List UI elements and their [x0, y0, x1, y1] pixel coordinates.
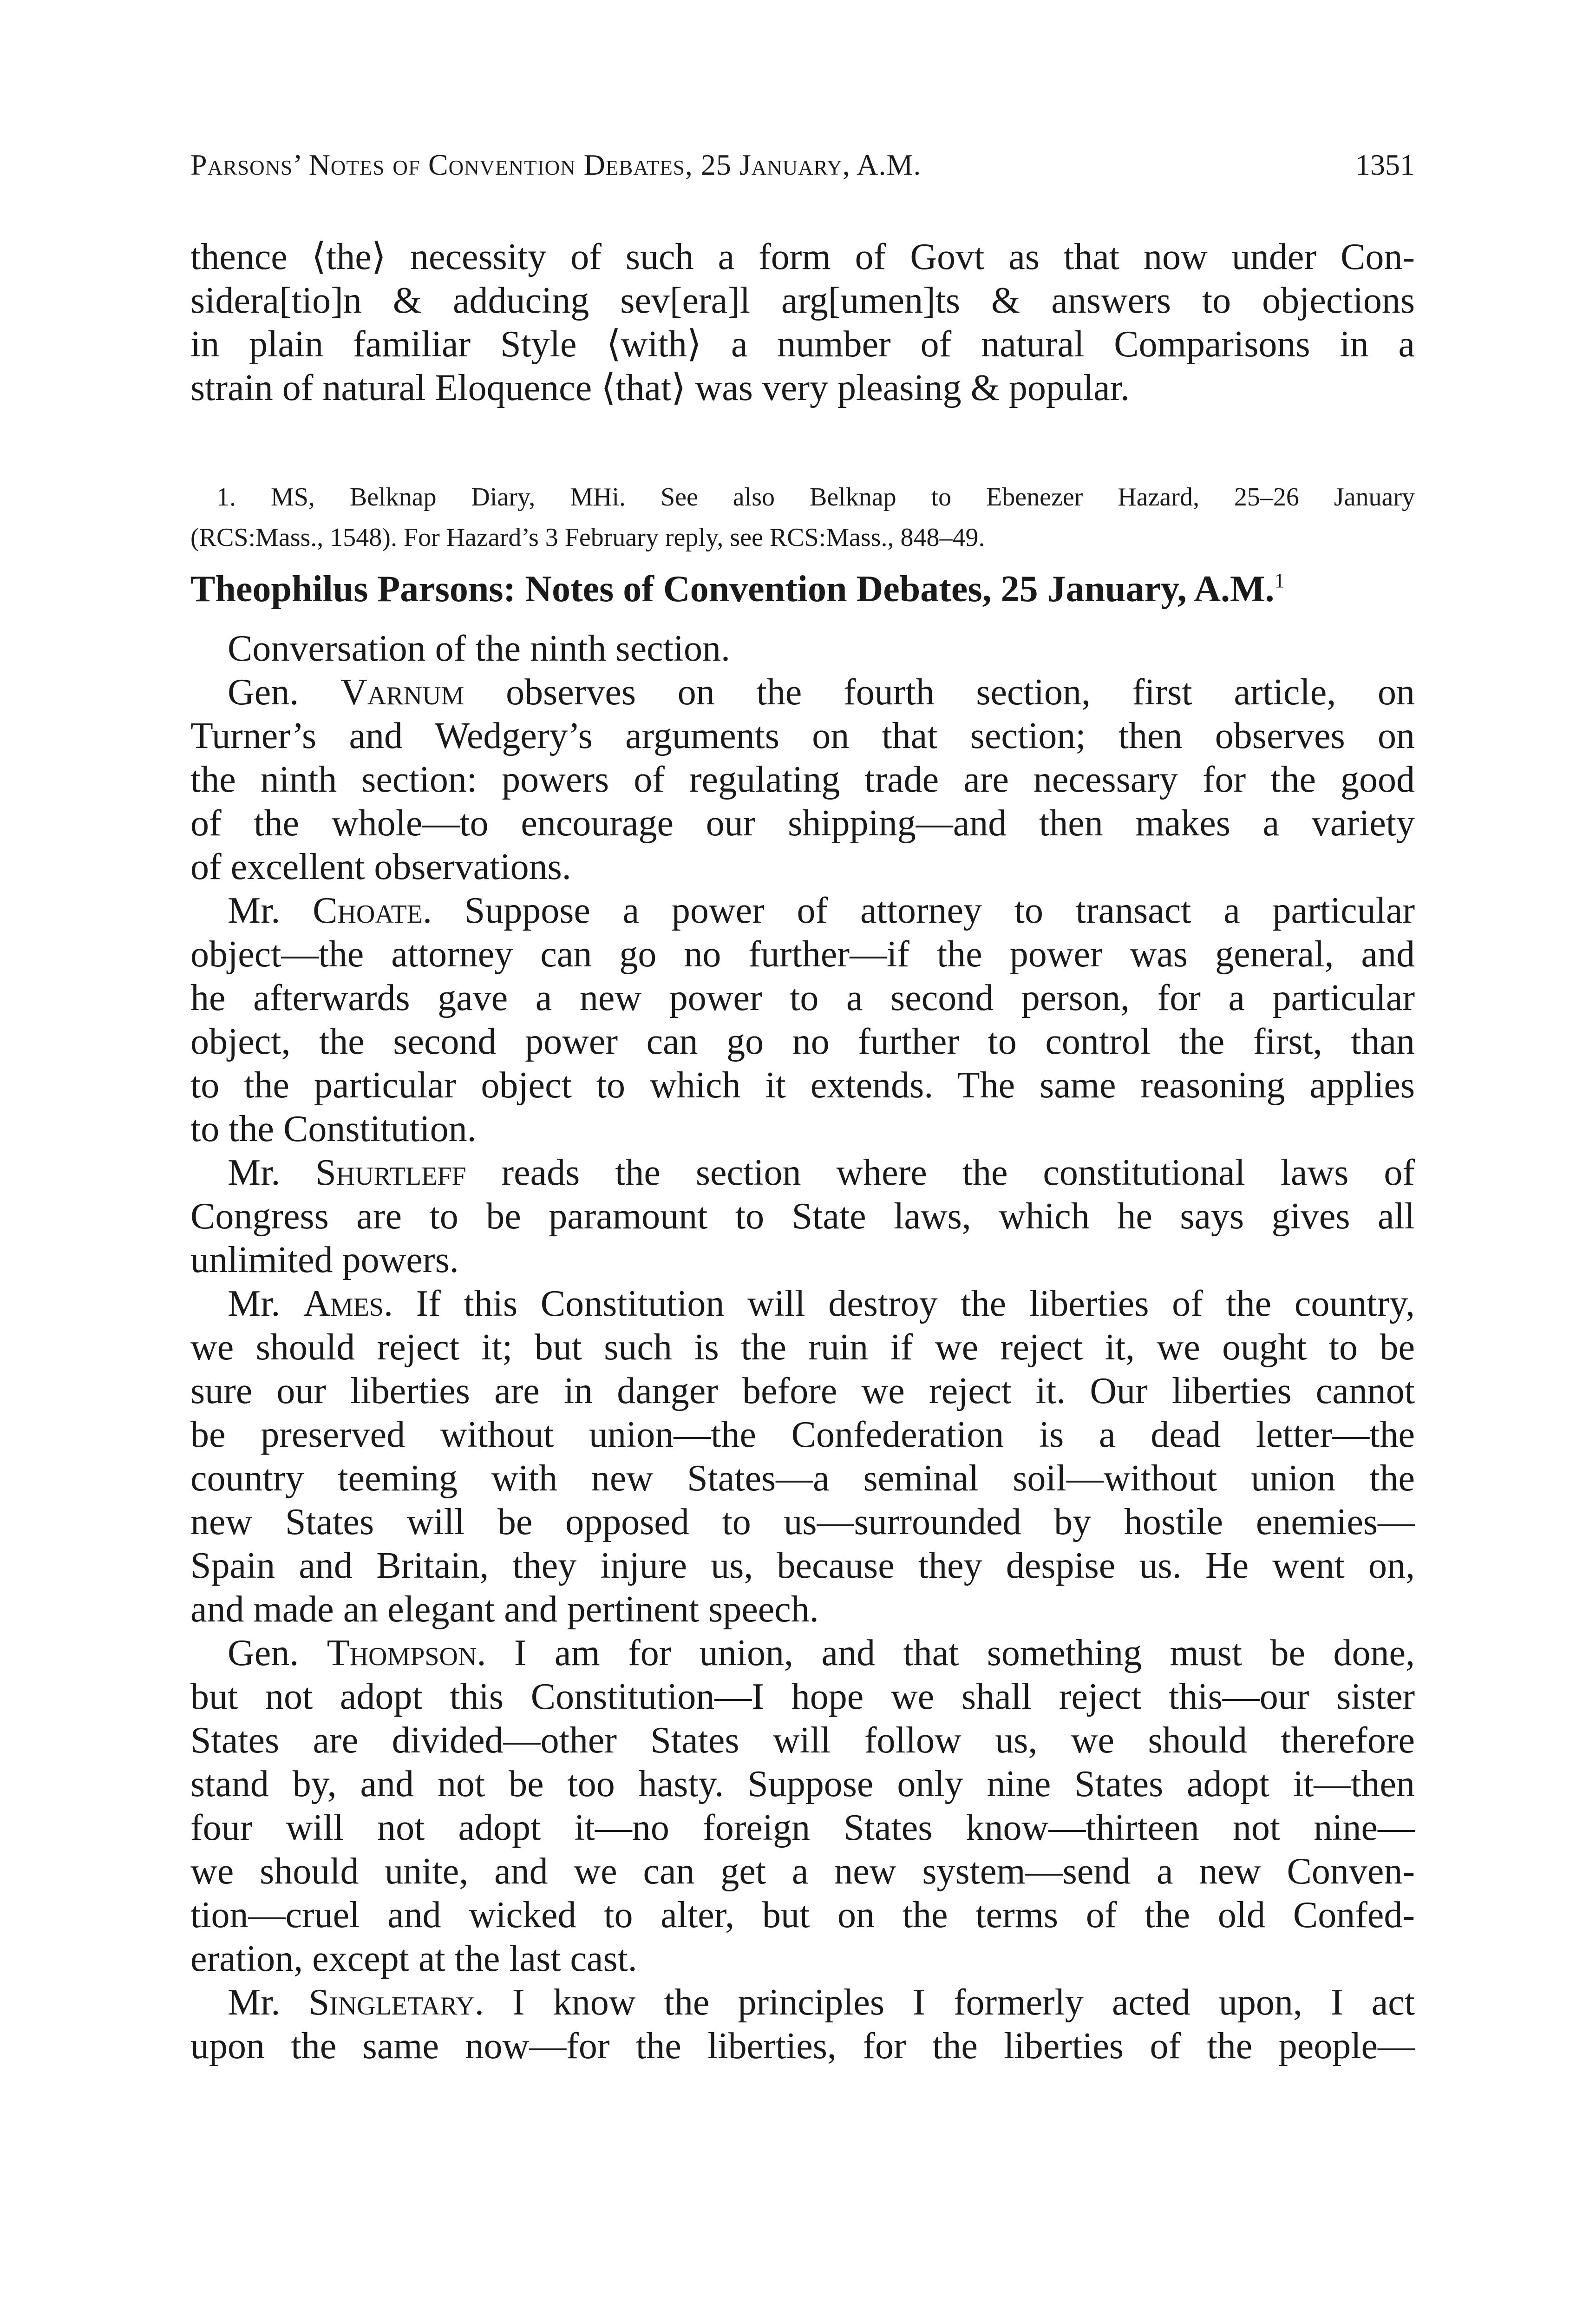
text-segment: Gen.	[228, 1633, 327, 1673]
text-segment: . I know the principles I formerly acted upon, I act	[474, 1982, 1415, 2023]
text-line: to the Constitution.	[190, 1109, 477, 1149]
speaker-name: Ames	[303, 1283, 384, 1324]
text-line: in plain familiar Style ⟨with⟩ a number of natural Comparisons in a	[190, 324, 1415, 365]
text-line: four will not adopt it—no foreign States know—thirteen not nine—	[190, 1807, 1415, 1848]
text-line: 1. MS, Belknap Diary, MHi. See also Belknap to Ebenezer Hazard, 25–26 January	[216, 483, 1415, 512]
section-heading	[190, 567, 1415, 611]
speaker-name: Shurtleff	[315, 1152, 466, 1193]
text-line: thence ⟨the⟩ necessity of such a form of Govt as that now under Con-	[190, 236, 1415, 277]
text-line: stand by, and not be too hasty. Suppose only nine States adopt it—then	[190, 1764, 1415, 1805]
text-line: sure our liberties are in danger before we reject it. Our liberties cannot	[190, 1371, 1415, 1411]
running-head-title: Parsons’ Notes of Convention Debates, 25 January, A.M.	[190, 148, 922, 181]
section-heading-text: Theophilus Parsons: Notes of Convention Debates, 25 January, A.M.	[190, 569, 1275, 610]
page-number: 1351	[1355, 148, 1415, 181]
paragraph	[190, 889, 1415, 1151]
text-segment: Conversation of the ninth section.	[228, 628, 731, 669]
paragraph	[190, 1631, 1415, 1981]
text-line: tion—cruel and wicked to alter, but on the terms of the old Confed-	[190, 1895, 1415, 1936]
paragraph	[190, 670, 1415, 889]
text-line: sidera[tio]n & adducing sev[era]l arg[umen]ts & answers to objections	[190, 280, 1415, 321]
text-line: and made an elegant and pertinent speech.	[190, 1589, 819, 1630]
text-line: of the whole—to encourage our shipping—and then makes a variety	[190, 803, 1415, 844]
text-line: we should unite, and we can get a new system—send a new Conven-	[190, 1851, 1415, 1892]
text-line: of excellent observations.	[190, 847, 571, 887]
text-line: unlimited powers.	[190, 1240, 459, 1280]
text-line: object—the attorney can go no further—if the power was general, and	[190, 934, 1415, 975]
text-line: object, the second power can go no further to control the first, than	[190, 1021, 1415, 1062]
text-line: we should reject it; but such is the ruin if we reject it, we ought to be	[190, 1327, 1415, 1368]
text-line	[190, 1282, 1415, 1326]
text-segment: . Suppose a power of attorney to transact a particular	[423, 890, 1415, 931]
text-line: Congress are to be paramount to State laws, which he says gives all	[190, 1196, 1415, 1237]
paragraph	[190, 1981, 1415, 2068]
running-head	[190, 144, 1415, 186]
text-segment: Mr.	[228, 1283, 304, 1324]
text-segment: Mr.	[228, 890, 313, 931]
paragraph	[190, 627, 1415, 670]
text-line: but not adopt this Constitution—I hope we shall reject this—our sister	[190, 1676, 1415, 1717]
text-segment: observes on the fourth section, first article, on	[464, 672, 1415, 713]
speaker-name: Singletary	[308, 1982, 475, 2023]
text-line: country teeming with new States—a seminal soil—without union the	[190, 1458, 1415, 1499]
text-line: strain of natural Eloquence ⟨that⟩ was very pleasing & popular.	[190, 367, 1130, 408]
text-line	[190, 889, 1415, 932]
text-segment: reads the section where the constitutional laws of	[466, 1152, 1415, 1193]
text-line	[190, 670, 1415, 714]
text-segment: . I am for union, and that something must be done,	[477, 1633, 1415, 1673]
text-line: to the particular object to which it extends. The same reasoning applies	[190, 1065, 1415, 1106]
text-line: (RCS:Mass., 1548). For Hazard’s 3 February reply, see RCS:Mass., 848–49.	[190, 523, 985, 552]
text-segment: . If this Constitution will destroy the liberties of the country,	[383, 1283, 1415, 1324]
text-line: new States will be opposed to us—surrounded by hostile enemies—	[190, 1502, 1415, 1542]
text-line: he afterwards gave a new power to a second person, for a particular	[190, 978, 1415, 1018]
text-line	[190, 1981, 1415, 2024]
footnote-reference: 1	[1274, 569, 1285, 592]
text-line: the ninth section: powers of regulating trade are necessary for the good	[190, 759, 1415, 800]
text-line: upon the same now—for the liberties, for the liberties of the people—	[190, 2026, 1415, 2067]
text-line: eration, except at the last cast.	[190, 1938, 637, 1979]
text-line: be preserved without union—the Confederation is a dead letter—the	[190, 1414, 1415, 1455]
text-line	[190, 1631, 1415, 1675]
text-line: Spain and Britain, they injure us, because they despise us. He went on,	[190, 1545, 1415, 1586]
text-segment: Gen.	[228, 672, 341, 713]
paragraph	[190, 1151, 1415, 1282]
text-line: Turner’s and Wedgery’s arguments on that section; then observes on	[190, 715, 1415, 756]
speaker-name: Thompson	[327, 1633, 477, 1673]
continued-paragraph	[190, 235, 1415, 410]
footnote	[190, 477, 1415, 558]
speaker-name: Varnum	[340, 672, 464, 713]
text-segment: Mr.	[228, 1152, 316, 1193]
text-segment: Mr.	[228, 1982, 309, 2023]
speaker-name: Choate	[313, 890, 423, 931]
text-line	[190, 627, 1415, 670]
paragraph	[190, 1282, 1415, 1631]
body-text	[190, 627, 1415, 2068]
text-line	[190, 1151, 1415, 1194]
text-line: States are divided—other States will follow us, we should therefore	[190, 1720, 1415, 1761]
